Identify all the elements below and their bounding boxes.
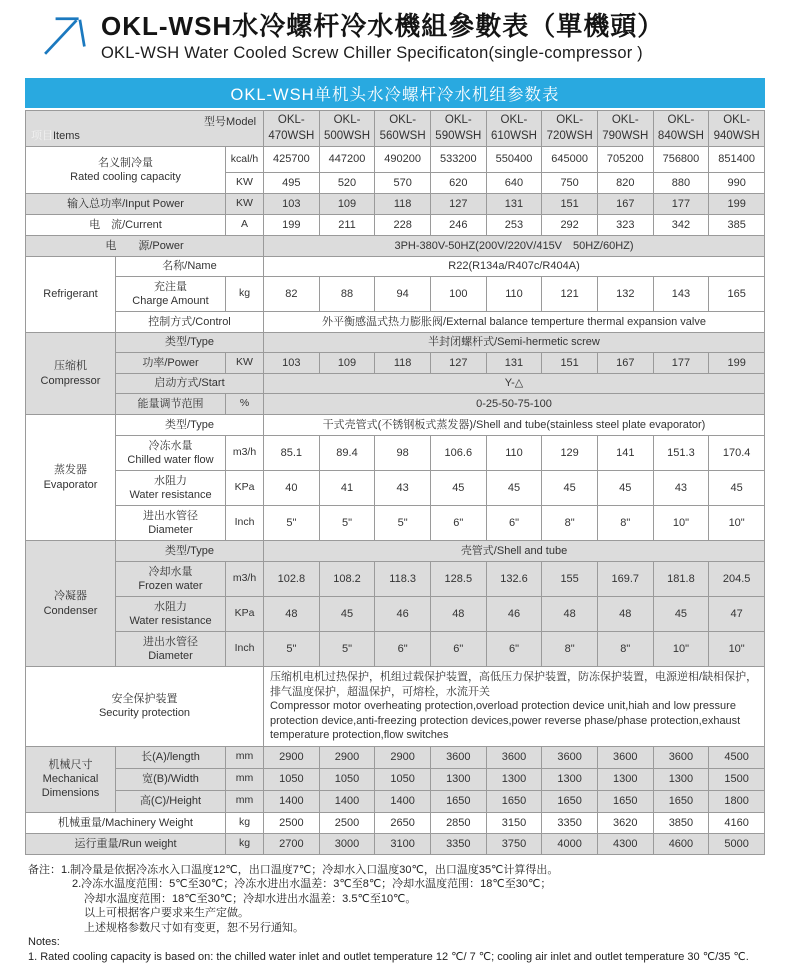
value-cell: 5000 — [709, 833, 765, 854]
value-cell: 110 — [486, 277, 542, 312]
value-cell: 132 — [597, 277, 653, 312]
notes-heading-en: Notes: — [28, 936, 60, 949]
value-cell: 5" — [264, 506, 320, 541]
value-cell: 48 — [264, 597, 320, 632]
value-cell: 8" — [597, 506, 653, 541]
value-cell: 3100 — [375, 833, 431, 854]
value-cell: 165 — [709, 277, 765, 312]
value-cell: 323 — [597, 215, 653, 236]
value-cell: 3600 — [542, 746, 598, 768]
row-label-cell: 功率/Power — [116, 353, 226, 374]
value-cell: 169.7 — [597, 562, 653, 597]
value-cell: 48 — [597, 597, 653, 632]
unit-cell: A — [226, 215, 264, 236]
value-cell: 132.6 — [486, 562, 542, 597]
value-cell: 5" — [264, 632, 320, 667]
value-cell: 1650 — [430, 790, 486, 812]
row-label-cell: 名称/Name — [116, 257, 264, 277]
value-cell: 1800 — [709, 790, 765, 812]
row-label-cell: 长(A)/length — [116, 746, 226, 768]
value-cell: 2900 — [375, 746, 431, 768]
row-label-cell: 宽(B)/Width — [116, 768, 226, 790]
group-cell: 机械尺寸 Mechanical Dimensions — [26, 746, 116, 812]
group-cell: Refrigerant — [26, 257, 116, 333]
value-cell: 141 — [597, 436, 653, 471]
value-cell: 82 — [264, 277, 320, 312]
value-cell: 118 — [375, 194, 431, 215]
value-cell: 3150 — [486, 812, 542, 833]
note-line-zh-1: 备注：1.制冷量是依据冷冻水入口温度12℃，出口温度7℃；冷却水入口温度30℃，出口温度35℃计算得出。 — [28, 863, 559, 876]
value-cell: 118.3 — [375, 562, 431, 597]
value-cell: 103 — [264, 353, 320, 374]
unit-cell: Inch — [226, 506, 264, 541]
value-cell: 10" — [709, 632, 765, 667]
row-label-cell: 水阻力 Water resistance — [116, 597, 226, 632]
value-cell: 2500 — [319, 812, 375, 833]
unit-cell: Inch — [226, 632, 264, 667]
value-cell: 103 — [264, 194, 320, 215]
unit-cell: KPa — [226, 471, 264, 506]
value-cell: 108.2 — [319, 562, 375, 597]
value-cell: 131 — [486, 194, 542, 215]
value-cell: 8" — [542, 506, 598, 541]
value-cell: 151 — [542, 353, 598, 374]
unit-cell: mm — [226, 746, 264, 768]
value-cell: 2650 — [375, 812, 431, 833]
value-cell: 550400 — [486, 147, 542, 173]
value-cell: 170.4 — [709, 436, 765, 471]
value-cell: 1650 — [542, 790, 598, 812]
model-column-header: OKL- 940WSH — [709, 111, 765, 147]
unit-cell: kg — [226, 277, 264, 312]
value-cell: 45 — [486, 471, 542, 506]
row-label-cell: 进出水管径 Diameter — [116, 506, 226, 541]
value-cell: 1400 — [319, 790, 375, 812]
value-cell: 228 — [375, 215, 431, 236]
value-cell: 6" — [430, 632, 486, 667]
value-cell: 520 — [319, 173, 375, 194]
value-cell: 3350 — [430, 833, 486, 854]
arrow-up-right-icon — [43, 16, 87, 56]
value-cell: 8" — [597, 632, 653, 667]
row-label-cell: 安全保护装置 Security protection — [26, 667, 264, 747]
value-cell: 425700 — [264, 147, 320, 173]
value-cell: 45 — [430, 471, 486, 506]
value-cell: 1050 — [319, 768, 375, 790]
value-cell: 3600 — [653, 746, 709, 768]
items-model-corner-cell — [26, 111, 264, 147]
row-label-cell: 充注量 Charge Amount — [116, 277, 226, 312]
value-cell: 10" — [709, 506, 765, 541]
page-title: OKL-WSH水冷螺杆冷水機組參數表（單機頭） — [101, 11, 665, 41]
value-cell: 1300 — [653, 768, 709, 790]
note-line-zh-2: 2.冷冻水温度范围：5℃至30℃；冷冻水进出水温差：3℃至8℃；冷却水温度范围：18℃至30℃； — [72, 878, 552, 891]
value-cell: 88 — [319, 277, 375, 312]
value-cell: 151.3 — [653, 436, 709, 471]
value-cell: 292 — [542, 215, 598, 236]
value-cell: 109 — [319, 194, 375, 215]
value-cell: 3750 — [486, 833, 542, 854]
model-column-header: OKL- 610WSH — [486, 111, 542, 147]
unit-cell: mm — [226, 768, 264, 790]
value-cell: 8" — [542, 632, 598, 667]
notes — [28, 863, 765, 964]
row-label-cell: 水阻力 Water resistance — [116, 471, 226, 506]
value-cell: 851400 — [709, 147, 765, 173]
value-cell: 990 — [709, 173, 765, 194]
row-label-cell: 电 源/Power — [26, 236, 264, 257]
value-cell: 1650 — [653, 790, 709, 812]
group-cell: 蒸发器 Evaporator — [26, 415, 116, 541]
value-cell: 1650 — [597, 790, 653, 812]
value-cell: 43 — [653, 471, 709, 506]
value-cell: 3PH-380V-50HZ(200V/220V/415V 50HZ/60HZ) — [264, 236, 765, 257]
value-cell: 45 — [542, 471, 598, 506]
unit-cell: KPa — [226, 597, 264, 632]
value-cell: 151 — [542, 194, 598, 215]
value-cell: 820 — [597, 173, 653, 194]
model-column-header: OKL- 720WSH — [542, 111, 598, 147]
value-cell: 143 — [653, 277, 709, 312]
value-cell: 3600 — [486, 746, 542, 768]
group-cell: 压缩机 Compressor — [26, 333, 116, 415]
value-cell: 45 — [597, 471, 653, 506]
corner-items-label: 项目Items — [31, 129, 80, 142]
page-subtitle: OKL-WSH Water Cooled Screw Chiller Specificaton(single-compressor ) — [101, 43, 643, 62]
unit-cell: kcal/h — [226, 147, 264, 173]
value-cell: 199 — [264, 215, 320, 236]
value-cell: 壳管式/Shell and tube — [264, 541, 765, 562]
value-cell: 0-25-50-75-100 — [264, 394, 765, 415]
value-cell: 3600 — [430, 746, 486, 768]
value-cell: 46 — [486, 597, 542, 632]
value-cell: 48 — [430, 597, 486, 632]
row-label-cell: 控制方式/Control — [116, 312, 264, 333]
value-cell: 10" — [653, 506, 709, 541]
value-cell: 620 — [430, 173, 486, 194]
value-cell: 127 — [430, 194, 486, 215]
row-label-cell: 类型/Type — [116, 333, 264, 353]
value-cell: 1400 — [375, 790, 431, 812]
value-cell: 211 — [319, 215, 375, 236]
value-cell: 1300 — [430, 768, 486, 790]
value-cell: 1050 — [375, 768, 431, 790]
value-cell: 131 — [486, 353, 542, 374]
value-cell: 155 — [542, 562, 598, 597]
value-cell: 6" — [375, 632, 431, 667]
value-cell: 4000 — [542, 833, 598, 854]
value-cell: 2900 — [319, 746, 375, 768]
row-label-cell: 电 流/Current — [26, 215, 226, 236]
value-cell: 705200 — [597, 147, 653, 173]
value-cell: 6" — [430, 506, 486, 541]
spec-table — [25, 110, 765, 855]
unit-cell: % — [226, 394, 264, 415]
value-cell: 490200 — [375, 147, 431, 173]
value-cell: 495 — [264, 173, 320, 194]
value-cell: 570 — [375, 173, 431, 194]
value-cell: 1050 — [264, 768, 320, 790]
value-cell: 4600 — [653, 833, 709, 854]
value-cell: 45 — [709, 471, 765, 506]
value-cell: 3620 — [597, 812, 653, 833]
value-cell: 4300 — [597, 833, 653, 854]
unit-cell: kg — [226, 833, 264, 854]
value-cell: 4160 — [709, 812, 765, 833]
value-cell: 109 — [319, 353, 375, 374]
row-label-cell: 能量调节范围 — [116, 394, 226, 415]
row-label-cell: 名义制冷量 Rated cooling capacity — [26, 147, 226, 194]
title-block — [101, 12, 765, 63]
model-column-header: OKL- 840WSH — [653, 111, 709, 147]
value-cell: 385 — [709, 215, 765, 236]
value-cell: 干式壳管式(不锈钢板式蒸发器)/Shell and tube(stainless steel plate evaporator) — [264, 415, 765, 436]
value-cell: 102.8 — [264, 562, 320, 597]
value-cell: 127 — [430, 353, 486, 374]
value-cell: 1650 — [486, 790, 542, 812]
unit-cell: KW — [226, 194, 264, 215]
value-cell: 98 — [375, 436, 431, 471]
value-cell: 3350 — [542, 812, 598, 833]
value-cell: 118 — [375, 353, 431, 374]
value-cell: 128.5 — [430, 562, 486, 597]
note-line-zh-3: 冷却水温度范围：18℃至30℃；冷却水进出水温差：3.5℃至10℃。 — [84, 892, 417, 905]
value-cell: 外平衡感温式热力膨胀阀/External balance temperture thermal expansion valve — [264, 312, 765, 333]
value-cell: 533200 — [430, 147, 486, 173]
note-line-zh-5: 上述规格参数尺寸如有变更，恕不另行通知。 — [84, 921, 304, 934]
value-cell: 1300 — [542, 768, 598, 790]
value-cell: 253 — [486, 215, 542, 236]
row-label-cell: 冷冻水量 Chilled water flow — [116, 436, 226, 471]
value-cell: 4500 — [709, 746, 765, 768]
corner-model-label: 型号Model — [204, 116, 257, 128]
value-cell: 10" — [653, 632, 709, 667]
table-banner: OKL-WSH单机头水冷螺杆冷水机组参数表 — [25, 78, 765, 108]
value-cell: 181.8 — [653, 562, 709, 597]
value-cell: 2900 — [264, 746, 320, 768]
value-cell: 177 — [653, 194, 709, 215]
value-cell: 3600 — [597, 746, 653, 768]
value-cell: 2500 — [264, 812, 320, 833]
value-cell: 89.4 — [319, 436, 375, 471]
value-cell: 2700 — [264, 833, 320, 854]
value-cell: 1300 — [486, 768, 542, 790]
value-cell: 48 — [542, 597, 598, 632]
value-cell: 246 — [430, 215, 486, 236]
value-cell: 45 — [319, 597, 375, 632]
value-cell: 47 — [709, 597, 765, 632]
model-column-header: OKL- 500WSH — [319, 111, 375, 147]
value-cell: 6" — [486, 506, 542, 541]
unit-cell: mm — [226, 790, 264, 812]
value-cell: 半封闭螺杆式/Semi-hermetic screw — [264, 333, 765, 353]
row-label-cell: 输入总功率/Input Power — [26, 194, 226, 215]
note-line-en-1: 1. Rated cooling capacity is based on: the chilled water inlet and outlet temperature 12 ℃/ 7 ℃; cooling air inlet and outlet temperature 30 ℃/35 ℃. — [28, 950, 749, 963]
value-cell: 880 — [653, 173, 709, 194]
value-cell: 5" — [319, 506, 375, 541]
value-cell: 1400 — [264, 790, 320, 812]
value-cell: 750 — [542, 173, 598, 194]
value-cell: 85.1 — [264, 436, 320, 471]
row-label-cell: 冷却水量 Frozen water — [116, 562, 226, 597]
page-header — [0, 0, 790, 62]
value-cell: 121 — [542, 277, 598, 312]
model-column-header: OKL- 590WSH — [430, 111, 486, 147]
unit-cell: m3/h — [226, 562, 264, 597]
row-label-cell: 进出水管径 Diameter — [116, 632, 226, 667]
value-cell: 204.5 — [709, 562, 765, 597]
unit-cell: KW — [226, 173, 264, 194]
value-cell: 342 — [653, 215, 709, 236]
value-cell: 110 — [486, 436, 542, 471]
value-cell: 94 — [375, 277, 431, 312]
value-cell: 100 — [430, 277, 486, 312]
value-cell: 640 — [486, 173, 542, 194]
value-cell: 167 — [597, 194, 653, 215]
value-cell: 1300 — [597, 768, 653, 790]
value-cell: R22(R134a/R407c/R404A) — [264, 257, 765, 277]
value-cell: 106.6 — [430, 436, 486, 471]
value-cell: 2850 — [430, 812, 486, 833]
value-cell: 6" — [486, 632, 542, 667]
group-cell: 冷凝器 Condenser — [26, 541, 116, 667]
model-column-header: OKL- 790WSH — [597, 111, 653, 147]
row-label-cell: 运行重量/Run weight — [26, 833, 226, 854]
model-column-header: OKL- 560WSH — [375, 111, 431, 147]
value-cell: 46 — [375, 597, 431, 632]
model-column-header: OKL- 470WSH — [264, 111, 320, 147]
value-cell: 5" — [319, 632, 375, 667]
unit-cell: kg — [226, 812, 264, 833]
value-cell: 3000 — [319, 833, 375, 854]
value-cell: 129 — [542, 436, 598, 471]
value-cell: 177 — [653, 353, 709, 374]
value-cell: 43 — [375, 471, 431, 506]
value-cell: 447200 — [319, 147, 375, 173]
value-cell: 199 — [709, 194, 765, 215]
row-label-cell: 高(C)/Height — [116, 790, 226, 812]
row-label-cell: 启动方式/Start — [116, 374, 264, 394]
row-label-cell: 类型/Type — [116, 415, 264, 436]
value-cell: 45 — [653, 597, 709, 632]
value-cell: 756800 — [653, 147, 709, 173]
unit-cell: KW — [226, 353, 264, 374]
value-cell: 199 — [709, 353, 765, 374]
value-cell: 压缩机电机过热保护，机组过载保护装置，高低压力保护装置，防冻保护装置，电源逆相/缺相保护，排气温度保护，超温保护，可熔栓，水流开关 Compressor motor overheating protection,overload protection device unit,hiah and low pressure protection device,anti-freezing protection devices,power reverse phase/phase protection,exhaust temperature protection,flow switches — [264, 667, 765, 747]
row-label-cell: 机械重量/Machinery Weight — [26, 812, 226, 833]
value-cell: 5" — [375, 506, 431, 541]
value-cell: 645000 — [542, 147, 598, 173]
unit-cell: m3/h — [226, 436, 264, 471]
value-cell: Y-△ — [264, 374, 765, 394]
row-label-cell: 类型/Type — [116, 541, 264, 562]
value-cell: 3850 — [653, 812, 709, 833]
value-cell: 41 — [319, 471, 375, 506]
note-line-zh-4: 以上可根据客户要求来生产定做。 — [84, 907, 249, 920]
value-cell: 1500 — [709, 768, 765, 790]
value-cell: 40 — [264, 471, 320, 506]
value-cell: 167 — [597, 353, 653, 374]
